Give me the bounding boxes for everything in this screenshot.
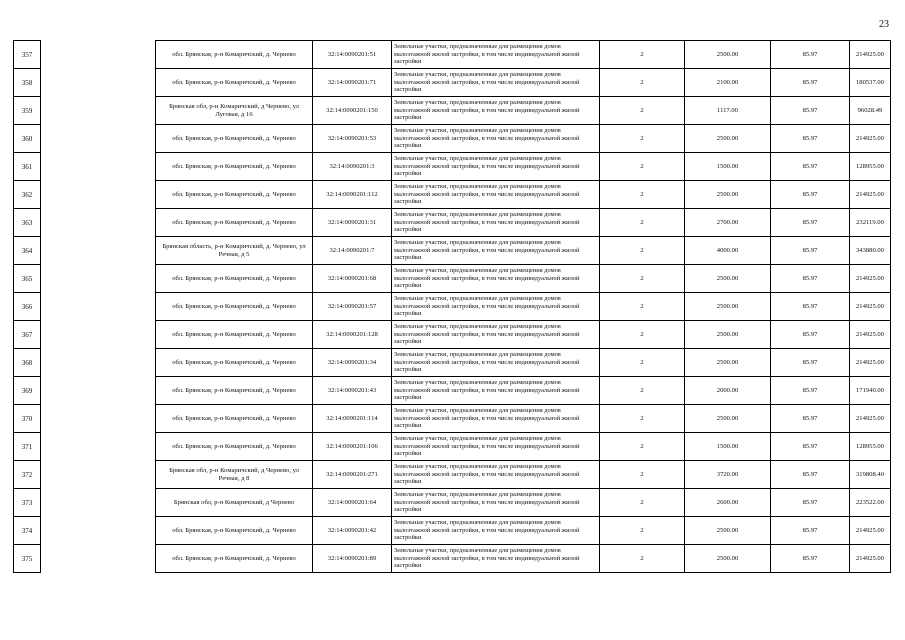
row-number: 370 bbox=[14, 405, 41, 433]
empty-cell bbox=[41, 517, 156, 545]
cadastral-number-cell: 32:14:0090201:43 bbox=[313, 377, 392, 405]
table-row bbox=[14, 405, 891, 433]
category-cell: 2 bbox=[600, 153, 685, 181]
cadastral-value-cell: 214925.00 bbox=[850, 181, 891, 209]
address-cell: обл. Брянская, р-н Комаричский, д. Чернево bbox=[156, 69, 313, 97]
table-row bbox=[14, 153, 891, 181]
cadastral-value-cell: 223522.00 bbox=[850, 489, 891, 517]
address-cell: обл. Брянская, р-н Комаричский, д. Чернево bbox=[156, 153, 313, 181]
empty-cell bbox=[41, 153, 156, 181]
cadastral-value-cell: 214925.00 bbox=[850, 293, 891, 321]
land-use-cell: Земельные участки, предназначенные для размещения домов малоэтажной жилой застройки, в том числе индивидуальной жилой застройки bbox=[392, 349, 600, 377]
table-row bbox=[14, 181, 891, 209]
empty-cell bbox=[41, 237, 156, 265]
row-number: 365 bbox=[14, 265, 41, 293]
rate-cell: 85.97 bbox=[771, 153, 850, 181]
empty-cell bbox=[41, 321, 156, 349]
cadastral-number-cell: 32:14:0090201:271 bbox=[313, 461, 392, 489]
cadastral-number-cell: 32:14:0090201:128 bbox=[313, 321, 392, 349]
land-use-cell: Земельные участки, предназначенные для размещения домов малоэтажной жилой застройки, в том числе индивидуальной жилой застройки bbox=[392, 209, 600, 237]
cadastral-number-cell: 32:14:0090201:114 bbox=[313, 405, 392, 433]
cadastral-number-cell: 32:14:0090201:34 bbox=[313, 349, 392, 377]
area-cell: 2100.00 bbox=[685, 69, 771, 97]
row-number: 369 bbox=[14, 377, 41, 405]
category-cell: 2 bbox=[600, 489, 685, 517]
cadastral-number-cell: 32:14:0090201:64 bbox=[313, 489, 392, 517]
area-cell: 3720.00 bbox=[685, 461, 771, 489]
land-plots-table bbox=[13, 40, 891, 573]
rate-cell: 85.97 bbox=[771, 377, 850, 405]
category-cell: 2 bbox=[600, 125, 685, 153]
cadastral-value-cell: 128955.00 bbox=[850, 433, 891, 461]
rate-cell: 85.97 bbox=[771, 433, 850, 461]
table-row bbox=[14, 461, 891, 489]
category-cell: 2 bbox=[600, 321, 685, 349]
row-number: 357 bbox=[14, 41, 41, 69]
empty-cell bbox=[41, 293, 156, 321]
address-cell: Брянская обл, р-н Комаричский, д Чернево, ул Луговая, д 16 bbox=[156, 97, 313, 125]
category-cell: 2 bbox=[600, 405, 685, 433]
cadastral-value-cell: 96028.49 bbox=[850, 97, 891, 125]
empty-cell bbox=[41, 41, 156, 69]
empty-cell bbox=[41, 433, 156, 461]
cadastral-number-cell: 32:14:0090201:57 bbox=[313, 293, 392, 321]
cadastral-number-cell: 32:14:0090201:68 bbox=[313, 265, 392, 293]
address-cell: обл. Брянская, р-н Комаричский, д. Чернево bbox=[156, 405, 313, 433]
cadastral-number-cell: 32:14:0090201:112 bbox=[313, 181, 392, 209]
address-cell: обл. Брянская, р-н Комаричский, д. Чернево bbox=[156, 349, 313, 377]
land-use-cell: Земельные участки, предназначенные для размещения домов малоэтажной жилой застройки, в том числе индивидуальной жилой застройки bbox=[392, 433, 600, 461]
category-cell: 2 bbox=[600, 209, 685, 237]
cadastral-value-cell: 214925.00 bbox=[850, 265, 891, 293]
cadastral-value-cell: 214925.00 bbox=[850, 349, 891, 377]
rate-cell: 85.97 bbox=[771, 321, 850, 349]
table-row bbox=[14, 97, 891, 125]
category-cell: 2 bbox=[600, 461, 685, 489]
category-cell: 2 bbox=[600, 69, 685, 97]
category-cell: 2 bbox=[600, 545, 685, 573]
rate-cell: 85.97 bbox=[771, 461, 850, 489]
cadastral-number-cell: 32:14:0090201:89 bbox=[313, 545, 392, 573]
cadastral-value-cell: 214925.00 bbox=[850, 321, 891, 349]
row-number: 368 bbox=[14, 349, 41, 377]
category-cell: 2 bbox=[600, 293, 685, 321]
land-use-cell: Земельные участки, предназначенные для размещения домов малоэтажной жилой застройки, в том числе индивидуальной жилой застройки bbox=[392, 321, 600, 349]
rate-cell: 85.97 bbox=[771, 349, 850, 377]
cadastral-value-cell: 214925.00 bbox=[850, 41, 891, 69]
table-row bbox=[14, 125, 891, 153]
area-cell: 2500.00 bbox=[685, 293, 771, 321]
rate-cell: 85.97 bbox=[771, 545, 850, 573]
area-cell: 1500.00 bbox=[685, 433, 771, 461]
empty-cell bbox=[41, 377, 156, 405]
rate-cell: 85.97 bbox=[771, 125, 850, 153]
row-number: 364 bbox=[14, 237, 41, 265]
land-use-cell: Земельные участки, предназначенные для размещения домов малоэтажной жилой застройки, в том числе индивидуальной жилой застройки bbox=[392, 41, 600, 69]
rate-cell: 85.97 bbox=[771, 405, 850, 433]
cadastral-number-cell: 32:14:0090201:31 bbox=[313, 209, 392, 237]
row-number: 366 bbox=[14, 293, 41, 321]
area-cell: 2500.00 bbox=[685, 349, 771, 377]
address-cell: обл. Брянская, р-н Комаричский, д. Чернево bbox=[156, 209, 313, 237]
table-row bbox=[14, 489, 891, 517]
category-cell: 2 bbox=[600, 265, 685, 293]
table-row bbox=[14, 69, 891, 97]
row-number: 360 bbox=[14, 125, 41, 153]
category-cell: 2 bbox=[600, 433, 685, 461]
category-cell: 2 bbox=[600, 517, 685, 545]
row-number: 371 bbox=[14, 433, 41, 461]
area-cell: 2500.00 bbox=[685, 125, 771, 153]
cadastral-number-cell: 32:14:0090201:71 bbox=[313, 69, 392, 97]
area-cell: 2500.00 bbox=[685, 321, 771, 349]
table-row bbox=[14, 265, 891, 293]
row-number: 359 bbox=[14, 97, 41, 125]
address-cell: Брянская обл, р-н Комаричский, д Чернево bbox=[156, 489, 313, 517]
land-use-cell: Земельные участки, предназначенные для размещения домов малоэтажной жилой застройки, в том числе индивидуальной жилой застройки bbox=[392, 125, 600, 153]
land-use-cell: Земельные участки, предназначенные для размещения домов малоэтажной жилой застройки, в том числе индивидуальной жилой застройки bbox=[392, 405, 600, 433]
area-cell: 2500.00 bbox=[685, 181, 771, 209]
rate-cell: 85.97 bbox=[771, 69, 850, 97]
category-cell: 2 bbox=[600, 181, 685, 209]
area-cell: 1117.00 bbox=[685, 97, 771, 125]
cadastral-number-cell: 32:14:0090201:3 bbox=[313, 153, 392, 181]
empty-cell bbox=[41, 461, 156, 489]
page-number: 23 bbox=[879, 19, 889, 30]
empty-cell bbox=[41, 125, 156, 153]
land-use-cell: Земельные участки, предназначенные для размещения домов малоэтажной жилой застройки, в том числе индивидуальной жилой застройки bbox=[392, 517, 600, 545]
table-row bbox=[14, 321, 891, 349]
rate-cell: 85.97 bbox=[771, 517, 850, 545]
rate-cell: 85.97 bbox=[771, 265, 850, 293]
cadastral-value-cell: 319808.40 bbox=[850, 461, 891, 489]
empty-cell bbox=[41, 97, 156, 125]
cadastral-value-cell: 343880.00 bbox=[850, 237, 891, 265]
area-cell: 4000.00 bbox=[685, 237, 771, 265]
land-use-cell: Земельные участки, предназначенные для размещения домов малоэтажной жилой застройки, в том числе индивидуальной жилой застройки bbox=[392, 265, 600, 293]
row-number: 372 bbox=[14, 461, 41, 489]
table-row bbox=[14, 433, 891, 461]
row-number: 363 bbox=[14, 209, 41, 237]
address-cell: обл. Брянская, р-н Комаричский, д. Чернево bbox=[156, 517, 313, 545]
rate-cell: 85.97 bbox=[771, 41, 850, 69]
table-row bbox=[14, 377, 891, 405]
rate-cell: 85.97 bbox=[771, 237, 850, 265]
row-number: 375 bbox=[14, 545, 41, 573]
empty-cell bbox=[41, 69, 156, 97]
table-row bbox=[14, 349, 891, 377]
empty-cell bbox=[41, 209, 156, 237]
row-number: 362 bbox=[14, 181, 41, 209]
category-cell: 2 bbox=[600, 349, 685, 377]
category-cell: 2 bbox=[600, 41, 685, 69]
area-cell: 2500.00 bbox=[685, 517, 771, 545]
cadastral-value-cell: 232119.00 bbox=[850, 209, 891, 237]
table-row bbox=[14, 237, 891, 265]
cadastral-value-cell: 180537.00 bbox=[850, 69, 891, 97]
cadastral-number-cell: 32:14:0090201:53 bbox=[313, 125, 392, 153]
cadastral-value-cell: 214925.00 bbox=[850, 125, 891, 153]
cadastral-value-cell: 214925.00 bbox=[850, 405, 891, 433]
land-use-cell: Земельные участки, предназначенные для размещения домов малоэтажной жилой застройки, в том числе индивидуальной жилой застройки bbox=[392, 97, 600, 125]
row-number: 358 bbox=[14, 69, 41, 97]
address-cell: обл. Брянская, р-н Комаричский, д. Чернево bbox=[156, 433, 313, 461]
rate-cell: 85.97 bbox=[771, 293, 850, 321]
rate-cell: 85.97 bbox=[771, 181, 850, 209]
rate-cell: 85.97 bbox=[771, 489, 850, 517]
land-use-cell: Земельные участки, предназначенные для размещения домов малоэтажной жилой застройки, в том числе индивидуальной жилой застройки bbox=[392, 377, 600, 405]
cadastral-value-cell: 214925.00 bbox=[850, 517, 891, 545]
address-cell: обл. Брянская, р-н Комаричский, д. Чернево bbox=[156, 545, 313, 573]
cadastral-value-cell: 128955.00 bbox=[850, 153, 891, 181]
empty-cell bbox=[41, 405, 156, 433]
area-cell: 2500.00 bbox=[685, 41, 771, 69]
area-cell: 2000.00 bbox=[685, 377, 771, 405]
category-cell: 2 bbox=[600, 237, 685, 265]
address-cell: обл. Брянская, р-н Комаричский, д. Чернево bbox=[156, 181, 313, 209]
cadastral-number-cell: 32:14:0090201:106 bbox=[313, 433, 392, 461]
table-row bbox=[14, 517, 891, 545]
cadastral-number-cell: 32:14:0090201:7 bbox=[313, 237, 392, 265]
address-cell: Брянская область, р-н Комаричский, д. Чернево, ул Речная, д 5 bbox=[156, 237, 313, 265]
address-cell: обл. Брянская, р-н Комаричский, д. Чернево bbox=[156, 41, 313, 69]
empty-cell bbox=[41, 489, 156, 517]
land-use-cell: Земельные участки, предназначенные для размещения домов малоэтажной жилой застройки, в том числе индивидуальной жилой застройки bbox=[392, 237, 600, 265]
land-use-cell: Земельные участки, предназначенные для размещения домов малоэтажной жилой застройки, в том числе индивидуальной жилой застройки bbox=[392, 461, 600, 489]
rate-cell: 85.97 bbox=[771, 209, 850, 237]
land-use-cell: Земельные участки, предназначенные для размещения домов малоэтажной жилой застройки, в том числе индивидуальной жилой застройки bbox=[392, 69, 600, 97]
address-cell: Брянская обл, р-н Комаричский, д Чернево, ул Речная, д 8 bbox=[156, 461, 313, 489]
category-cell: 2 bbox=[600, 377, 685, 405]
row-number: 367 bbox=[14, 321, 41, 349]
cadastral-number-cell: 32:14:0090201:150 bbox=[313, 97, 392, 125]
area-cell: 1500.00 bbox=[685, 153, 771, 181]
empty-cell bbox=[41, 349, 156, 377]
address-cell: обл. Брянская, р-н Комаричский, д. Чернево bbox=[156, 125, 313, 153]
empty-cell bbox=[41, 545, 156, 573]
cadastral-value-cell: 214925.00 bbox=[850, 545, 891, 573]
table-row bbox=[14, 209, 891, 237]
category-cell: 2 bbox=[600, 97, 685, 125]
land-use-cell: Земельные участки, предназначенные для размещения домов малоэтажной жилой застройки, в том числе индивидуальной жилой застройки bbox=[392, 181, 600, 209]
land-use-cell: Земельные участки, предназначенные для размещения домов малоэтажной жилой застройки, в том числе индивидуальной жилой застройки bbox=[392, 545, 600, 573]
cadastral-number-cell: 32:14:0090201:51 bbox=[313, 41, 392, 69]
area-cell: 2500.00 bbox=[685, 265, 771, 293]
empty-cell bbox=[41, 181, 156, 209]
row-number: 361 bbox=[14, 153, 41, 181]
land-use-cell: Земельные участки, предназначенные для размещения домов малоэтажной жилой застройки, в том числе индивидуальной жилой застройки bbox=[392, 293, 600, 321]
rate-cell: 85.97 bbox=[771, 97, 850, 125]
cadastral-number-cell: 32:14:0090201:42 bbox=[313, 517, 392, 545]
land-use-cell: Земельные участки, предназначенные для размещения домов малоэтажной жилой застройки, в том числе индивидуальной жилой застройки bbox=[392, 489, 600, 517]
table-row bbox=[14, 41, 891, 69]
address-cell: обл. Брянская, р-н Комаричский, д. Чернево bbox=[156, 321, 313, 349]
land-use-cell: Земельные участки, предназначенные для размещения домов малоэтажной жилой застройки, в том числе индивидуальной жилой застройки bbox=[392, 153, 600, 181]
table-row bbox=[14, 545, 891, 573]
area-cell: 2700.00 bbox=[685, 209, 771, 237]
cadastral-value-cell: 171940.00 bbox=[850, 377, 891, 405]
table-row bbox=[14, 293, 891, 321]
address-cell: обл. Брянская, р-н Комаричский, д. Чернево bbox=[156, 377, 313, 405]
area-cell: 2500.00 bbox=[685, 405, 771, 433]
empty-cell bbox=[41, 265, 156, 293]
area-cell: 2500.00 bbox=[685, 545, 771, 573]
row-number: 373 bbox=[14, 489, 41, 517]
address-cell: обл. Брянская, р-н Комаричский, д. Чернево bbox=[156, 293, 313, 321]
area-cell: 2600.00 bbox=[685, 489, 771, 517]
address-cell: обл. Брянская, р-н Комаричский, д. Чернево bbox=[156, 265, 313, 293]
row-number: 374 bbox=[14, 517, 41, 545]
